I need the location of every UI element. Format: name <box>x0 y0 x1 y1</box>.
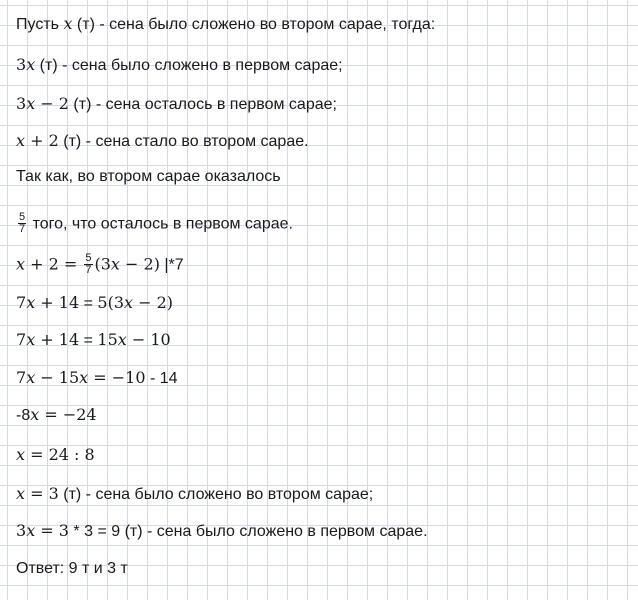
math-variable: x <box>110 254 120 274</box>
math-expression: − 2) <box>133 293 174 312</box>
fraction <box>18 212 26 235</box>
math-variable: x <box>16 484 26 503</box>
text-run: - 14 <box>145 370 178 387</box>
math-variable: x <box>26 55 36 74</box>
math-expression: = −10 <box>88 368 146 387</box>
math-variable: x <box>26 521 36 540</box>
line-11 <box>16 405 97 426</box>
math-variable: x <box>26 368 36 387</box>
math-expression: = 3 <box>35 521 69 540</box>
line-7 <box>16 254 184 277</box>
line-4 <box>16 131 309 152</box>
line-1 <box>16 14 435 35</box>
math-expression: 5(3 <box>97 293 124 312</box>
math-expression: + 14 <box>35 293 80 312</box>
line-13 <box>16 484 373 505</box>
math-expression: (3 <box>94 254 111 274</box>
math-expression: − 2 <box>35 94 69 113</box>
math-expression: = −24 <box>39 405 97 424</box>
math-number: 3 <box>16 94 27 113</box>
math-expression: + 14 <box>35 330 80 349</box>
math-variable: x <box>16 254 26 274</box>
text-run: = <box>79 332 98 349</box>
line-6 <box>16 213 293 236</box>
line-8 <box>16 293 173 314</box>
text-run: (т) - сена было сложено в первом сарае; <box>35 57 343 74</box>
fraction-denominator: 7 <box>19 223 26 235</box>
fraction-numerator: 5 <box>85 252 92 264</box>
math-expression: = 24 : 8 <box>25 445 95 464</box>
line-2 <box>16 55 343 76</box>
text-run: |*7 <box>159 256 184 274</box>
math-variable: x <box>63 14 73 33</box>
fraction-numerator: 5 <box>19 211 26 223</box>
math-variable: x <box>26 94 36 113</box>
fraction <box>84 253 92 276</box>
text-run: (т) - сена было сложено во втором сарае; <box>58 486 374 503</box>
math-variable: x <box>16 445 26 464</box>
math-expression: − 2) <box>119 254 160 274</box>
line-10 <box>16 368 178 389</box>
text-run: * 3 = 9 (т) - сена было сложено в первом сарае. <box>68 523 428 540</box>
math-expression: + 2 = <box>25 254 83 274</box>
text-run: (т) - сена было сложено во втором сарае, тогда: <box>72 16 436 33</box>
math-variable: x <box>16 131 26 150</box>
math-variable: x <box>124 293 134 312</box>
math-variable: x <box>117 330 127 349</box>
math-number: 7 <box>16 368 27 387</box>
text-run: (т) - сена осталось в первом сарае; <box>68 96 337 113</box>
text-run: -8 <box>16 407 31 424</box>
answer-text: Ответ: 9 т и 3 т <box>16 560 128 577</box>
math-variable: x <box>26 330 36 349</box>
math-expression: − 15 <box>35 368 80 387</box>
math-number: 7 <box>16 330 27 349</box>
line-9 <box>16 330 171 351</box>
math-expression: = 3 <box>25 484 59 503</box>
fraction-denominator: 7 <box>85 264 92 276</box>
math-expression: − 10 <box>126 330 171 349</box>
math-variable: x <box>30 405 40 424</box>
line-15 <box>16 559 128 579</box>
line-12 <box>16 445 95 466</box>
math-expression: + 2 <box>25 131 59 150</box>
text-run: Пусть <box>16 16 64 33</box>
text-run: того, что осталось в первом сарае. <box>28 215 293 233</box>
math-number: 3 <box>16 55 27 74</box>
math-number: 3 <box>16 521 27 540</box>
math-variable: x <box>79 368 89 387</box>
math-variable: x <box>26 293 36 312</box>
text-run: (т) - сена стало во втором сарае. <box>58 133 309 150</box>
math-number: 15 <box>97 330 118 349</box>
line-14 <box>16 521 428 542</box>
text-run: Так как, во втором сарае оказалось <box>16 168 281 185</box>
line-5 <box>16 167 281 187</box>
math-number: 7 <box>16 293 27 312</box>
line-3 <box>16 94 337 115</box>
text-run: = <box>79 295 98 312</box>
